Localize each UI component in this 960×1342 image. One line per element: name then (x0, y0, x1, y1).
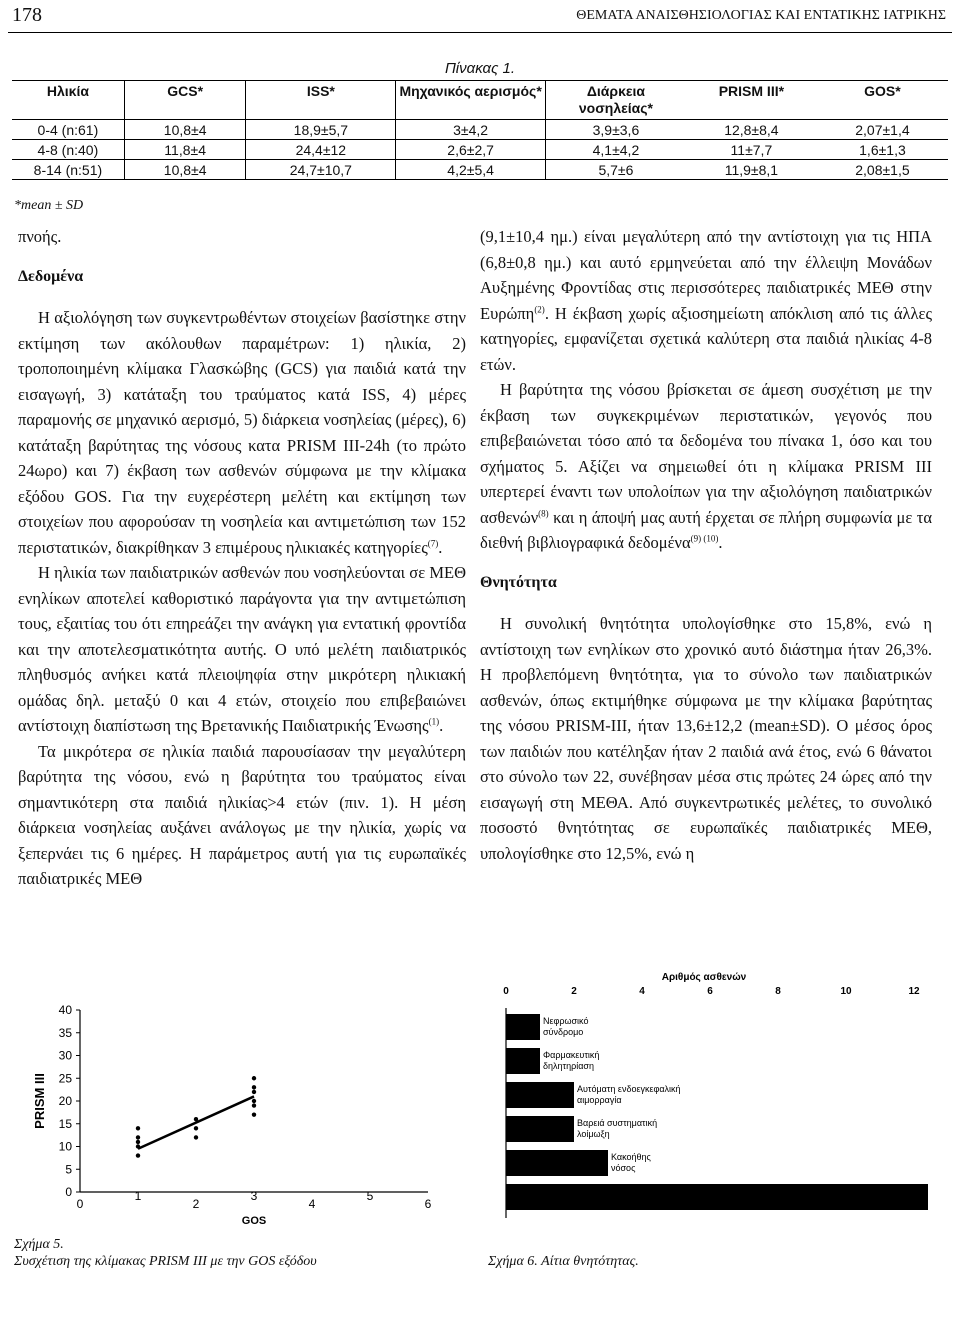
bar-label (611, 1152, 652, 1173)
y-tick-label: 5 (65, 1162, 72, 1177)
bar-label-line: Κακοήθης (611, 1152, 651, 1162)
th-gcs: GCS* (124, 81, 246, 120)
data-point (136, 1126, 140, 1130)
citation: (7) (427, 538, 439, 548)
table-row (12, 140, 948, 160)
paragraph-text: Η αξιολόγηση των συγκεντρωθέντων στοιχείων βασίστηκε στην εκτίμηση των ακόλουθων παραμέτρων: 1) ηλικία, 2) τροποποιημένη κλίμακα Γλασκώβης (GCS) για παιδιά κατά την εισαγωγή, 3) κατάταξη του τραύματος κατά ISS, 4) μέρες παραμονής σε μηχανικό αερισμό, 5) διάρκεια νοσηλείας (μέρες), 6) κατάταξη βαρύτητας της νόσους κατα PRISM III-24h (το πρώτο 24ωρο) και 7) έκβαση των ασθενών σύμφωνα με την κλίμακα εξόδου GOS. Για την ευχερέστερη μελέτη και εκτίμηση των στοιχείων που αφορούσαν τη νοσηλεία και αντιμετώπιση των 152 περιστατικών, διακρίθηκαν 3 επιμέρους ηλικιακές κατηγορίες (18, 308, 466, 557)
trend-line (138, 1096, 254, 1148)
table-cell: 24,4±12 (246, 140, 396, 160)
y-tick-label: 0 (65, 1185, 72, 1199)
table-cell: 4,2±5,4 (396, 160, 546, 180)
paragraph: πνοής. (18, 227, 62, 246)
x-tick-label: 0 (76, 1197, 84, 1211)
x-axis-label: GOS (241, 1215, 267, 1227)
bar (506, 1014, 540, 1040)
data-point (136, 1135, 140, 1139)
data-point (252, 1103, 256, 1107)
citation: (1) (428, 716, 440, 727)
journal-title: ΘΕΜΑΤΑ ΑΝΑΙΣΘΗΣΙΟΛΟΓΙΑΣ ΚΑΙ ΕΝΤΑΤΙΚΗΣ ΙΑΤΡΙΚΗΣ (576, 8, 946, 23)
bar-label (577, 1084, 681, 1105)
data-point (136, 1144, 140, 1148)
citation: (9) (10) (690, 533, 719, 544)
bar-label (543, 1050, 599, 1071)
figure-6-bar-chart (488, 968, 928, 1238)
y-tick-label: 35 (58, 1025, 72, 1040)
figure-5-caption-label: Σχήμα 5. (14, 1237, 64, 1252)
bar-label (577, 1118, 657, 1139)
table-cell: 10,8±4 (124, 120, 246, 140)
data-point (194, 1135, 198, 1139)
table-cell: 3,9±3,6 (545, 120, 685, 140)
table-cell: 4-8 (n:40) (12, 140, 124, 160)
x-tick-label: 1 (134, 1189, 142, 1203)
table-cell: 4,1±4,2 (545, 140, 685, 160)
data-point (252, 1099, 256, 1103)
table-cell: 8-14 (n:51) (12, 160, 124, 180)
paragraph-text: (9,1±10,4 ημ.) είναι μεγαλύτερη από την αντίστοιχη για τις ΗΠΑ (6,8±0,8 ημ.) και αυτό ερμηνεύεται από την έλλειψη Μονάδων Αυξημένης Φροντίδας στις περισσότερες παιδιατρικές ΜΕΘ στην Ευρώπη (480, 227, 932, 323)
citation: (2) (534, 304, 545, 314)
paragraph (480, 224, 932, 377)
bar-label-line: Αυτόματη ενδοεγκεφαλική (577, 1084, 681, 1094)
table-cell: 0-4 (n:61) (12, 120, 124, 140)
th-age: Ηλικία (12, 81, 124, 120)
table-cell: 11±7,7 (686, 140, 817, 160)
table-note: *mean ± SD (14, 198, 84, 213)
paragraph-text: . (439, 716, 444, 735)
y-tick-label: 20 (58, 1094, 72, 1108)
th-iss: ISS* (246, 81, 396, 120)
y-tick-label: 40 (58, 1003, 72, 1017)
data-point (136, 1153, 140, 1157)
paragraph-text: . (718, 533, 723, 552)
right-column (480, 224, 932, 866)
x-tick-label: 6 (707, 986, 713, 997)
figure-5-caption-text: Συσχέτιση της κλίμακας PRISM III με την GOS εξόδου (14, 1254, 317, 1269)
x-tick-label: 12 (908, 986, 920, 997)
paragraph-text: Η ηλικία των παιδιατρικών ασθενών που νοσηλεύονται σε ΜΕΘ ενηλίκων αποτελεί καθοριστικό παράγοντα για την αντιμετώπιση τους, εξαιτίας του ότι επηρεάζει την ανάγκη για εντατική φροντίδα και την αποτελεσματικότητα αυτής. Ο υπό μελέτη παιδιατρικός πληθυσμός ανήκει κατά πλειοψηφία στην μικρότερη ηλικιακή ομάδας δηλ. μεταξύ 0 και 4 ετών, στοιχείο που επιβεβαιώνει αντίστοιχη διαπίστωση της Βρετανικής Παιδιατρικής Ένωσης (18, 563, 466, 735)
bar (506, 1150, 608, 1176)
data-point (136, 1140, 140, 1144)
table-cell: 12,8±8,4 (686, 120, 817, 140)
bar (506, 1082, 574, 1108)
table-cell: 2,08±1,5 (817, 160, 948, 180)
section-heading-mortality: Θνητότητα (480, 573, 557, 591)
x-tick-label: 6 (424, 1197, 432, 1211)
th-stay: Διάρκεια νοσηλείας* (545, 81, 685, 120)
header-rule (8, 32, 952, 33)
x-tick-label: 0 (503, 986, 509, 997)
page-number: 178 (12, 4, 42, 26)
figure-6-caption-text: Αίτια θνητότητας. (541, 1254, 639, 1269)
y-axis-label: PRISM III (32, 1073, 47, 1129)
x-tick-label: 5 (366, 1189, 374, 1203)
paragraph (18, 560, 466, 739)
y-tick-label: 25 (58, 1071, 72, 1086)
paragraph-text: . Η έκβαση χωρίς αξιοσημείωτη απόκλιση από τις άλλες κατηγορίες, εμφανίζεται σχετικά καλύτερη στα παιδιά ηλικίας 4-8 ετών. (480, 303, 932, 374)
bar-label-line: Βαρειά συστηματική (577, 1118, 658, 1128)
section-heading-data: Δεδομένα (18, 267, 84, 285)
table-cell: 10,8±4 (124, 160, 246, 180)
table-header-row (12, 81, 948, 120)
bar (506, 1048, 540, 1074)
figure-5-scatter-chart (28, 1000, 448, 1232)
data-point (252, 1112, 256, 1116)
table-row (12, 120, 948, 140)
table-caption: Πίνακας 1. (444, 60, 516, 77)
paragraph-text: Η βαρύτητα της νόσου βρίσκεται σε άμεση συσχέτιση με την έκβαση των συγκεκριμένων περιστατικών, γεγονός που επιβεβαιώνεται τόσο από τα δεδομένα του πίνακα 1, όσο και του σχήματος 5. Αξίζει να σημειωθεί ότι η κλίμακα PRISM III υπερτερεί έναντι των υπολοίπων για την αξιολόγηση παιδιατρικών ασθενών (480, 380, 932, 527)
table-cell: 1,6±1,3 (817, 140, 948, 160)
table-cell: 2,07±1,4 (817, 120, 948, 140)
data-point (252, 1090, 256, 1094)
table-cell: 24,7±10,7 (246, 160, 396, 180)
figure-6-caption (488, 1253, 639, 1270)
data-point (194, 1126, 198, 1130)
bar-label-line: δηλητηρίαση (543, 1061, 594, 1071)
table-cell: 11,8±4 (124, 140, 246, 160)
y-tick-label: 10 (58, 1139, 72, 1154)
table-row (12, 160, 948, 180)
figure-6-caption-label: Σχήμα 6. (488, 1254, 538, 1269)
bar-label-line: Φαρμακευτική (543, 1050, 600, 1060)
paragraph: Τα μικρότερα σε ηλικία παιδιά παρουσίασαν την μεγαλύτερη βαρύτητα της νόσου, ενώ η βαρύτητα του τραύματος είναι σημαντικότερη στα παιδιά ηλικίας>4 ετών (πιν. 1). Η μέση διάρκεια νοσηλείας αυξάνει ανάλογως με την ηλικία, χωρίς να ξεπερνάει τις 6 ημέρες. Η παράμετρος αυτή για τις ευρωπαϊκές παιδιατρικές ΜΕΘ (18, 741, 466, 888)
data-point (252, 1076, 256, 1080)
y-tick-label: 15 (58, 1116, 72, 1131)
bar-label-line: αιμορραγία (577, 1095, 622, 1105)
data-point (252, 1085, 256, 1089)
x-tick-label: 3 (250, 1189, 258, 1203)
th-prism: PRISM III* (686, 81, 817, 120)
x-tick-label: 2 (571, 986, 577, 997)
th-ventilation: Μηχανικός αερισμός* (396, 81, 546, 120)
chart-title: Αριθμός ασθενών (661, 972, 747, 983)
table-cell: 3±4,2 (396, 120, 546, 140)
bar (506, 1184, 928, 1210)
y-tick-label: 30 (58, 1048, 72, 1063)
table-cell: 11,9±8,1 (686, 160, 817, 180)
bar-label-line: Νεφρωσικό (543, 1016, 589, 1026)
paragraph: Η συνολική θνητότητα υπολογίσθηκε στο 15,8%, ενώ η αντίστοιχη των ενηλίκων στο χρονικό αυτό διάστημα ήταν 26,3%. Η προβλεπόμενη θνητότητα, για το σύνολο των παιδιατρικών ασθενών, όπως εκτιμήθηκε σύμφωνα με την κλίμακα βαρύτητας της νόσου PRISM-III, ήταν 13,6±12,2 (mean±SD). Ο μέσος όρος των παιδιών που κατέληξαν ήταν 2 παιδιά ανά έτος, ενώ 6 θάνατοι στο σύνολο των 22, συνέβησαν μέσα στις πρώτες 24 ώρες από την εισαγωγή στη ΜΕΘΑ. Από συγκεντρωτικές μελέτες, το συνολικό ποσοστό θνητότητας σε ευρωπαϊκές παιδιατρικές ΜΕΘ, υπολογίσθηκε στο 12,5%, ενώ η (480, 614, 932, 863)
x-tick-label: 4 (308, 1197, 316, 1211)
paragraph (480, 377, 932, 556)
paragraph-text: και η άποψή μας αυτή έρχεται σε πλήρη συμφωνία με τα διεθνή βιβλιογραφικά δεδομένα (480, 507, 932, 552)
table-cell: 18,9±5,7 (246, 120, 396, 140)
table-cell: 2,6±2,7 (396, 140, 546, 160)
bar-label-line: λοίμωξη (577, 1129, 610, 1139)
figure-5-caption (14, 1236, 317, 1270)
data-point (194, 1117, 198, 1121)
citation: (8) (538, 508, 549, 518)
x-tick-label: 8 (775, 986, 781, 997)
x-tick-label: 10 (840, 986, 852, 997)
bar-label-line: σύνδρομο (543, 1027, 584, 1037)
table-1 (12, 80, 948, 180)
table-cell: 5,7±6 (545, 160, 685, 180)
paragraph-text: . (438, 537, 443, 557)
paragraph (18, 305, 466, 560)
th-gos: GOS* (817, 81, 948, 120)
bar-label (543, 1016, 588, 1037)
left-column (18, 224, 466, 892)
x-tick-label: 4 (639, 986, 645, 997)
bar-label-line: νόσος (611, 1163, 636, 1173)
x-tick-label: 2 (192, 1197, 200, 1211)
bar (506, 1116, 574, 1142)
